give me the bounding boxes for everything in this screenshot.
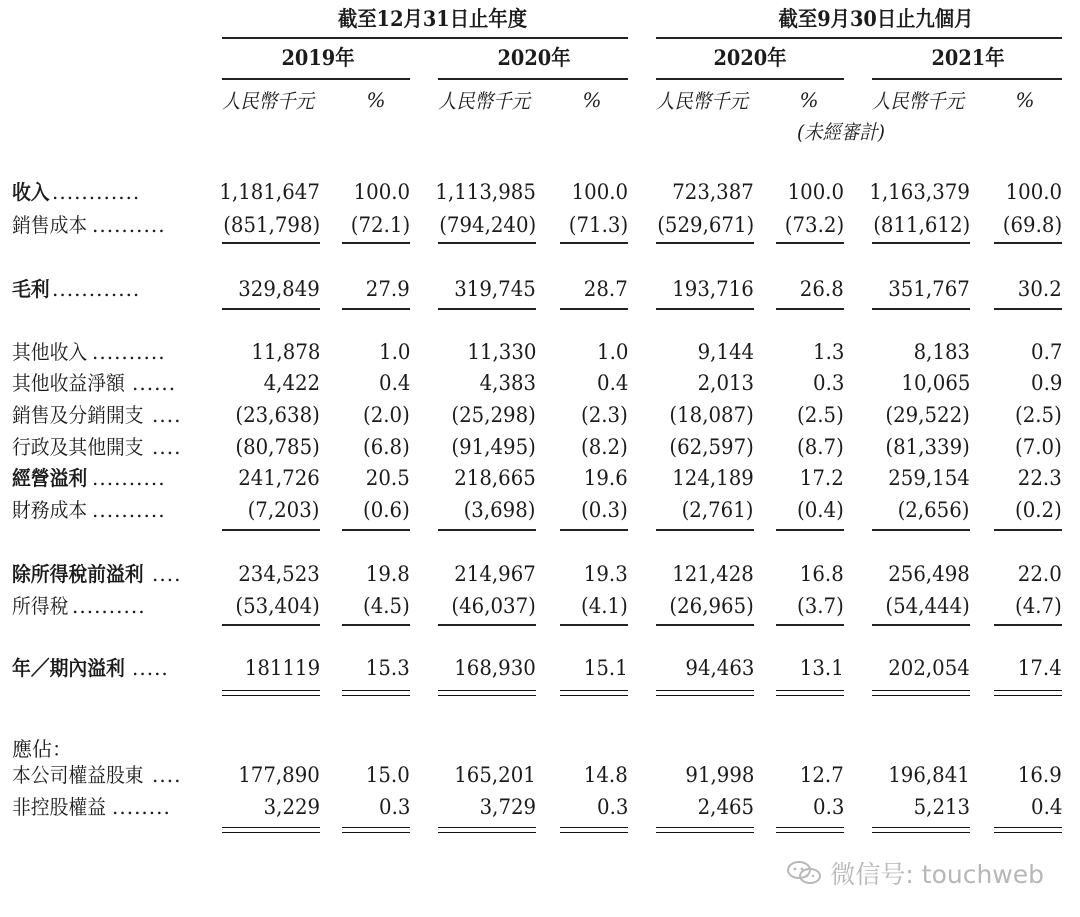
double-rule-profit-1: [222, 690, 320, 696]
row-label-tax: [12, 594, 200, 618]
row-value-pretax-4: 121,428: [672, 562, 754, 586]
row-value-owners-7: 16.9: [1018, 763, 1062, 787]
row-value-gross-1: 27.9: [366, 277, 410, 301]
row-label-cost: [12, 213, 200, 237]
group-title-annual: 截至12月31日止年度: [338, 6, 528, 31]
unit-label-3: 人民幣千元: [656, 89, 748, 113]
row-value-selling-1: (2.0): [363, 403, 410, 427]
row-value-profit-0: 181119: [244, 656, 320, 680]
unaudited-note: (未經審計): [797, 120, 885, 144]
row-label-nci: [12, 795, 200, 819]
row-value-nci-5: 0.3: [812, 795, 844, 819]
row-label-text-admin: 行政及其他開支: [12, 435, 144, 459]
row-value-other_income-7: 0.7: [1030, 340, 1062, 364]
row-leader-owners: ....: [152, 763, 182, 787]
row-leader-operating: ..........: [92, 466, 166, 490]
double-rule-profit-2: [342, 690, 410, 696]
row-leader-finance: ..........: [92, 498, 166, 522]
pct-head-1: %: [366, 88, 386, 112]
row-value-pretax-2: 214,967: [454, 562, 536, 586]
rule-after-tax-2: [342, 624, 410, 626]
row-leader-profit: .....: [132, 656, 169, 680]
wechat-icon: [786, 859, 822, 887]
row-value-other_income-1: 1.0: [378, 340, 410, 364]
row-value-nci-7: 0.4: [1030, 795, 1062, 819]
attributable-label: 應佔：: [12, 737, 72, 761]
rule-after-tax-4: [560, 624, 628, 626]
row-label-text-owners: 本公司權益股東: [12, 763, 144, 787]
row-value-pretax-5: 16.8: [800, 562, 844, 586]
row-value-revenue-1: 100.0: [353, 180, 410, 204]
row-value-other_income-4: 9,144: [697, 340, 754, 364]
row-value-revenue-7: 100.0: [1005, 180, 1062, 204]
row-value-selling-2: (25,298): [451, 403, 536, 427]
row-label-text-nci: 非控股權益: [12, 795, 106, 819]
rule-after-tax-8: [994, 624, 1062, 626]
double-rule-profit-7: [872, 690, 970, 696]
row-value-operating-5: 17.2: [800, 466, 844, 490]
row-value-other_gains-5: 0.3: [812, 371, 844, 395]
row-value-profit-6: 202,054: [888, 656, 970, 680]
rule-after-gross-1: [222, 308, 320, 310]
row-value-nci-6: 5,213: [913, 795, 970, 819]
subtotal-rule-gross-8: [994, 242, 1062, 244]
row-label-text-other_income: 其他收入: [12, 340, 88, 364]
rule-after-gross-7: [872, 308, 970, 310]
double-rule-profit-8: [994, 690, 1062, 696]
row-value-tax-0: (53,404): [235, 594, 320, 618]
row-value-tax-7: (4.7): [1015, 594, 1062, 618]
row-label-operating: [12, 466, 200, 490]
row-value-finance-3: (0.3): [581, 498, 628, 522]
row-value-pretax-6: 256,498: [888, 562, 970, 586]
header-rule-annual: [222, 37, 628, 39]
row-value-gross-2: 319,745: [454, 277, 536, 301]
row-value-finance-0: (7,203): [248, 498, 320, 522]
pct-head-2: %: [582, 88, 602, 112]
year-2020-annual: 2020年: [497, 45, 571, 70]
row-value-other_gains-0: 4,422: [263, 371, 320, 395]
row-value-nci-2: 3,729: [479, 795, 536, 819]
rule-after-gross-4: [560, 308, 628, 310]
row-value-admin-1: (6.8): [363, 435, 410, 459]
row-value-revenue-2: 1,113,985: [435, 180, 536, 204]
row-value-profit-3: 15.1: [584, 656, 628, 680]
row-value-cost-7: (69.8): [1002, 213, 1062, 237]
double-rule-profit-3: [438, 690, 536, 696]
row-value-owners-3: 14.8: [584, 763, 628, 787]
header-rule-nine-months: [656, 37, 1062, 39]
row-leader-tax: ..........: [72, 594, 146, 618]
row-value-profit-7: 17.4: [1018, 656, 1062, 680]
rule-after-gross-6: [776, 308, 844, 310]
rule-after-finance-7: [872, 529, 970, 531]
unit-label-4: 人民幣千元: [872, 89, 964, 113]
row-value-operating-2: 218,665: [454, 466, 536, 490]
row-value-revenue-0: 1,181,647: [219, 180, 320, 204]
row-value-pretax-0: 234,523: [238, 562, 320, 586]
row-label-text-gross: 毛利: [12, 277, 50, 301]
row-label-other_gains: [12, 371, 200, 395]
row-value-other_income-3: 1.0: [596, 340, 628, 364]
row-value-tax-4: (26,965): [669, 594, 754, 618]
row-value-operating-4: 124,189: [672, 466, 754, 490]
row-value-cost-2: (794,240): [438, 213, 536, 237]
row-value-revenue-5: 100.0: [787, 180, 844, 204]
row-value-admin-7: (7.0): [1015, 435, 1062, 459]
row-value-finance-4: (2,761): [682, 498, 754, 522]
subtotal-rule-gross-6: [776, 242, 844, 244]
row-value-owners-1: 15.0: [366, 763, 410, 787]
year-2021-interim: 2021年: [931, 45, 1005, 70]
row-value-gross-3: 28.7: [584, 277, 628, 301]
row-value-nci-0: 3,229: [263, 795, 320, 819]
row-label-text-profit: 年／期內溢利: [12, 656, 125, 680]
row-value-tax-5: (3.7): [797, 594, 844, 618]
row-value-profit-2: 168,930: [454, 656, 536, 680]
year-rule-1: [222, 78, 410, 80]
double-rule-bottom-8: [994, 827, 1062, 833]
row-value-revenue-6: 1,163,379: [869, 180, 970, 204]
row-value-cost-6: (811,612): [872, 213, 970, 237]
group-title-nine-months: 截至9月30日止九個月: [778, 6, 974, 31]
row-leader-other_income: ..........: [92, 340, 166, 364]
row-value-other_gains-6: 10,065: [900, 371, 970, 395]
double-rule-profit-6: [776, 690, 844, 696]
row-value-operating-3: 19.6: [584, 466, 628, 490]
year-2020-interim: 2020年: [713, 45, 787, 70]
double-rule-bottom-5: [656, 827, 754, 833]
row-value-cost-1: (72.1): [350, 213, 410, 237]
row-value-finance-2: (3,698): [464, 498, 536, 522]
row-value-gross-4: 193,716: [672, 277, 754, 301]
rule-after-finance-2: [342, 529, 410, 531]
subtotal-rule-gross-4: [560, 242, 628, 244]
row-value-owners-6: 196,841: [888, 763, 970, 787]
row-value-nci-3: 0.3: [596, 795, 628, 819]
row-label-owners: [12, 763, 200, 787]
year-rule-3: [656, 78, 844, 80]
double-rule-bottom-4: [560, 827, 628, 833]
row-label-text-operating: 經營溢利: [12, 466, 88, 490]
unit-label-1: 人民幣千元: [222, 89, 314, 113]
row-label-text-selling: 銷售及分銷開支: [12, 403, 144, 427]
row-value-finance-5: (0.4): [797, 498, 844, 522]
row-value-selling-5: (2.5): [797, 403, 844, 427]
row-value-other_income-2: 11,330: [466, 340, 536, 364]
row-label-other_income: [12, 340, 200, 364]
row-leader-selling: ....: [152, 403, 182, 427]
subtotal-rule-gross-3: [438, 242, 536, 244]
subtotal-rule-gross-1: [222, 242, 320, 244]
row-leader-revenue: ............: [52, 180, 141, 204]
row-label-text-tax: 所得稅: [12, 594, 69, 618]
row-value-nci-1: 0.3: [378, 795, 410, 819]
row-value-selling-6: (29,522): [885, 403, 970, 427]
row-value-tax-2: (46,037): [451, 594, 536, 618]
row-value-owners-0: 177,890: [238, 763, 320, 787]
unit-label-2: 人民幣千元: [438, 89, 530, 113]
row-value-cost-0: (851,798): [222, 213, 320, 237]
row-value-tax-1: (4.5): [363, 594, 410, 618]
row-value-tax-3: (4.1): [581, 594, 628, 618]
row-label-pretax: [12, 562, 200, 586]
year-rule-4: [872, 78, 1062, 80]
row-value-selling-0: (23,638): [235, 403, 320, 427]
double-rule-bottom-3: [438, 827, 536, 833]
double-rule-profit-4: [560, 690, 628, 696]
row-label-text-revenue: 收入: [12, 180, 50, 204]
rule-after-gross-5: [656, 308, 754, 310]
row-value-gross-6: 351,767: [888, 277, 970, 301]
row-value-other_income-0: 11,878: [250, 340, 320, 364]
rule-after-gross-8: [994, 308, 1062, 310]
row-value-other_income-5: 1.3: [812, 340, 844, 364]
row-label-admin: [12, 435, 200, 459]
row-label-revenue: [12, 180, 200, 204]
row-value-revenue-3: 100.0: [571, 180, 628, 204]
row-label-finance: [12, 498, 200, 522]
row-label-text-finance: 財務成本: [12, 498, 88, 522]
row-value-admin-4: (62,597): [669, 435, 754, 459]
row-value-pretax-3: 19.3: [584, 562, 628, 586]
row-value-cost-4: (529,671): [656, 213, 754, 237]
year-2019: 2019年: [281, 45, 355, 70]
row-label-text-other_gains: 其他收益淨額: [12, 371, 125, 395]
row-label-profit: [12, 656, 200, 680]
row-label-selling: [12, 403, 200, 427]
row-value-pretax-1: 19.8: [366, 562, 410, 586]
row-value-other_gains-3: 0.4: [596, 371, 628, 395]
row-value-admin-3: (8.2): [581, 435, 628, 459]
row-leader-admin: ....: [152, 435, 182, 459]
row-leader-cost: ..........: [92, 213, 166, 237]
double-rule-bottom-6: [776, 827, 844, 833]
row-value-revenue-4: 723,387: [672, 180, 754, 204]
row-label-text-cost: 銷售成本: [12, 213, 88, 237]
row-value-other_gains-2: 4,383: [479, 371, 536, 395]
wechat-watermark: [786, 855, 1044, 891]
row-value-owners-4: 91,998: [684, 763, 754, 787]
watermark-text: 微信号: touchweb: [830, 860, 1044, 889]
rule-after-gross-2: [342, 308, 410, 310]
row-value-selling-7: (2.5): [1015, 403, 1062, 427]
row-value-operating-7: 22.3: [1018, 466, 1062, 490]
row-value-cost-5: (73.2): [784, 213, 844, 237]
row-value-admin-6: (81,339): [885, 435, 970, 459]
row-value-selling-4: (18,087): [669, 403, 754, 427]
row-value-admin-0: (80,785): [235, 435, 320, 459]
row-value-owners-2: 165,201: [454, 763, 536, 787]
year-rule-2: [438, 78, 628, 80]
rule-after-finance-3: [438, 529, 536, 531]
rule-after-finance-1: [222, 529, 320, 531]
row-label-text-pretax: 除所得稅前溢利: [12, 562, 144, 586]
pct-head-4: %: [1015, 88, 1035, 112]
row-leader-pretax: ....: [152, 562, 182, 586]
row-value-pretax-7: 22.0: [1018, 562, 1062, 586]
row-value-profit-1: 15.3: [366, 656, 410, 680]
rule-after-tax-7: [872, 624, 970, 626]
row-value-admin-5: (8.7): [797, 435, 844, 459]
row-value-gross-5: 26.8: [800, 277, 844, 301]
double-rule-bottom-7: [872, 827, 970, 833]
row-value-selling-3: (2.3): [581, 403, 628, 427]
rule-after-tax-5: [656, 624, 754, 626]
row-value-admin-2: (91,495): [451, 435, 536, 459]
row-value-other_income-6: 8,183: [913, 340, 970, 364]
row-value-other_gains-4: 2,013: [697, 371, 754, 395]
double-rule-bottom-2: [342, 827, 410, 833]
rule-after-gross-3: [438, 308, 536, 310]
pct-head-3: %: [799, 88, 819, 112]
row-value-cost-3: (71.3): [568, 213, 628, 237]
row-value-finance-7: (0.2): [1015, 498, 1062, 522]
rule-after-tax-3: [438, 624, 536, 626]
rule-after-finance-4: [560, 529, 628, 531]
row-value-operating-0: 241,726: [238, 466, 320, 490]
double-rule-profit-5: [656, 690, 754, 696]
row-leader-other_gains: ......: [132, 371, 177, 395]
row-leader-nci: ........: [112, 795, 171, 819]
subtotal-rule-gross-2: [342, 242, 410, 244]
row-value-operating-1: 20.5: [366, 466, 410, 490]
row-value-gross-7: 30.2: [1018, 277, 1062, 301]
row-value-profit-5: 13.1: [800, 656, 844, 680]
row-value-operating-6: 259,154: [888, 466, 970, 490]
row-value-finance-1: (0.6): [363, 498, 410, 522]
rule-after-finance-5: [656, 529, 754, 531]
row-value-finance-6: (2,656): [898, 498, 970, 522]
rule-after-finance-8: [994, 529, 1062, 531]
rule-after-finance-6: [776, 529, 844, 531]
row-value-gross-0: 329,849: [238, 277, 320, 301]
subtotal-rule-gross-5: [656, 242, 754, 244]
row-value-profit-4: 94,463: [684, 656, 754, 680]
row-value-other_gains-7: 0.9: [1030, 371, 1062, 395]
double-rule-bottom-1: [222, 827, 320, 833]
subtotal-rule-gross-7: [872, 242, 970, 244]
row-label-gross: [12, 277, 200, 301]
row-leader-gross: ............: [52, 277, 141, 301]
rule-after-tax-1: [222, 624, 320, 626]
row-value-tax-6: (54,444): [885, 594, 970, 618]
row-value-owners-5: 12.7: [800, 763, 844, 787]
row-value-other_gains-1: 0.4: [378, 371, 410, 395]
rule-after-tax-6: [776, 624, 844, 626]
row-value-nci-4: 2,465: [697, 795, 754, 819]
